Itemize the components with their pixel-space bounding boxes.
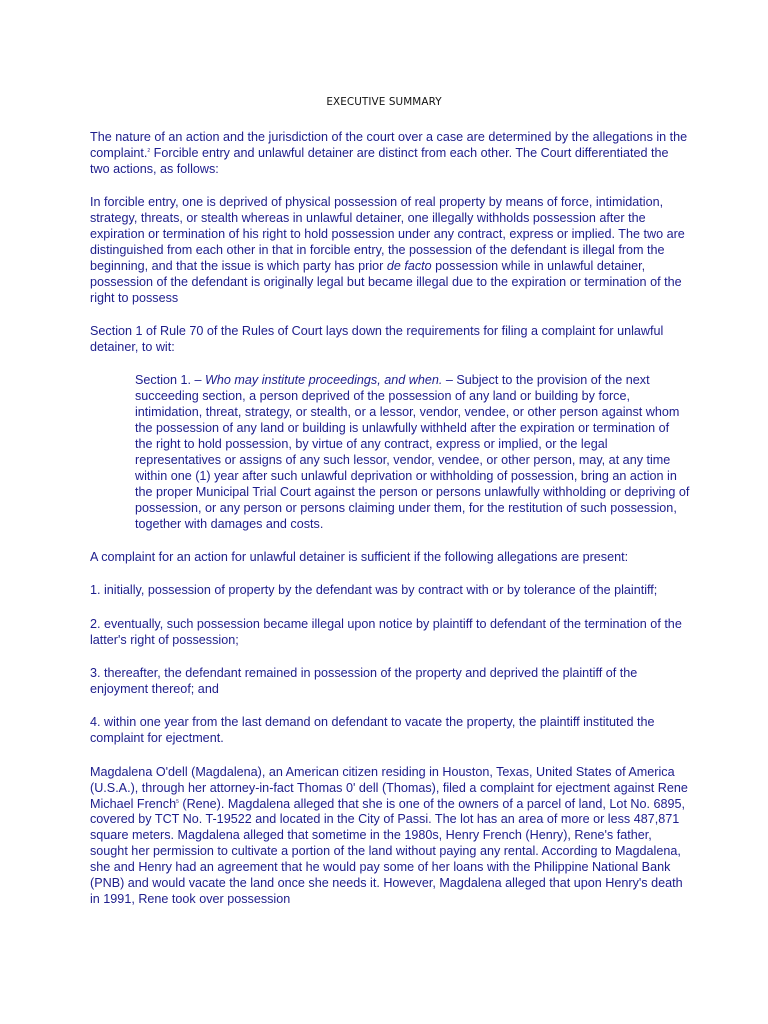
block-quote-section-1 xyxy=(135,373,690,532)
paragraph-allegations-intro: A complaint for an action for unlawful detainer is sufficient if the following allegations are present: xyxy=(90,549,629,564)
quote-section-text: – Subject to the provision of the next succeeding section, a person deprived of the possession of any land or building by force, intimidation, threat, strategy, or stealth, or a lessor, vendor, vendee, or other person against whom the possession of any land or building is unlawfully withheld after the expiration or termination of the right to hold possession, by virtue of any contract, express or implied, or the legal representatives or assigns of any such lessor, vendor, vendee, or other person, may, at any time within one (1) year after such unlawful deprivation or withholding of possession, bring an action in the proper Municipal Trial Court against the person or persons unlawfully withholding or depriving of possession, or any person or persons claiming under them, for the restitution of such possession, together with damages and costs. xyxy=(135,373,690,531)
list-item-allegation-3: 3. thereafter, the defendant remained in possession of the property and deprived the plaintiff of the enjoyment thereof; and xyxy=(90,666,638,696)
list-item-allegation-1: 1. initially, possession of property by the defendant was by contract with or by tolerance of the plaintiff; xyxy=(90,583,658,598)
paragraph-facts-text-a: Magdalena O'dell (Magdalena), an American citizen residing in Houston, Texas, United States of America (U.S.A.), through her attorney-in-fact Thomas 0' dell (Thomas), filed a complaint for ejectment against Rene Michael French xyxy=(90,764,688,811)
document-title: EXECUTIVE SUMMARY xyxy=(326,96,442,108)
quote-section-label: Section 1. – xyxy=(135,373,206,388)
paragraph-forcible-entry xyxy=(90,195,690,306)
italic-de-facto: de facto xyxy=(386,258,432,273)
paragraph-forcible-entry-text-b: possession while in unlawful detainer, possession of the defendant is originally legal but became illegal due to the expiration or termination of the right to possess xyxy=(90,258,682,305)
paragraph-rule-70: Section 1 of Rule 70 of the Rules of Court lays down the requirements for filing a complaint for unlawful detainer, to wit: xyxy=(90,324,664,354)
paragraph-facts-text-b: (Rene). Magdalena alleged that she is one of the owners of a parcel of land, Lot No. 6895, covered by TCT No. T-19522 and located in the City of Passi. The lot has an area of more or less 487,871 square meters. Magdalena alleged that sometime in the 1980s, Henry French (Henry), Rene's father, sought her permission to cultivate a portion of the land without paying any rental. According to Magdalena, she and Henry had an agreement that he would pay some of her loans with the Philippine National Bank (PNB) and would vacate the land once she needs it. However, Magdalena alleged that upon Henry's death in 1991, Rene took over possession xyxy=(90,796,686,906)
paragraph-facts xyxy=(90,765,690,908)
paragraph-intro-text-b: Forcible entry and unlawful detainer are distinct from each other. The Court differentiated the two actions, as follows: xyxy=(90,145,669,176)
footnote-marker: 5 xyxy=(176,798,179,805)
paragraph-forcible-entry-text-a: In forcible entry, one is deprived of physical possession of real property by means of force, intimidation, strategy, threats, or stealth whereas in unlawful detainer, one illegally withholds possession after the expiration or termination of his right to hold possession under any contract, express or implied. The two are distinguished from each other in that in forcible entry, the possession of the defendant is illegal from the beginning, and that the issue is which party has prior xyxy=(90,195,685,273)
footnote-marker: 2 xyxy=(147,147,151,154)
paragraph-intro xyxy=(90,130,690,178)
document-body xyxy=(90,130,690,925)
paragraph-intro-text-a: The nature of an action and the jurisdiction of the court over a case are determined by the allegations in the complaint. xyxy=(90,130,688,160)
list-item-allegation-2: 2. eventually, such possession became illegal upon notice by plaintiff to defendant of the termination of the latter's right of possession; xyxy=(90,616,682,647)
list-item-allegation-4: 4. within one year from the last demand on defendant to vacate the property, the plaintiff instituted the complaint for ejectment. xyxy=(90,715,655,746)
quote-section-heading: Who may institute proceedings, and when. xyxy=(205,373,443,388)
